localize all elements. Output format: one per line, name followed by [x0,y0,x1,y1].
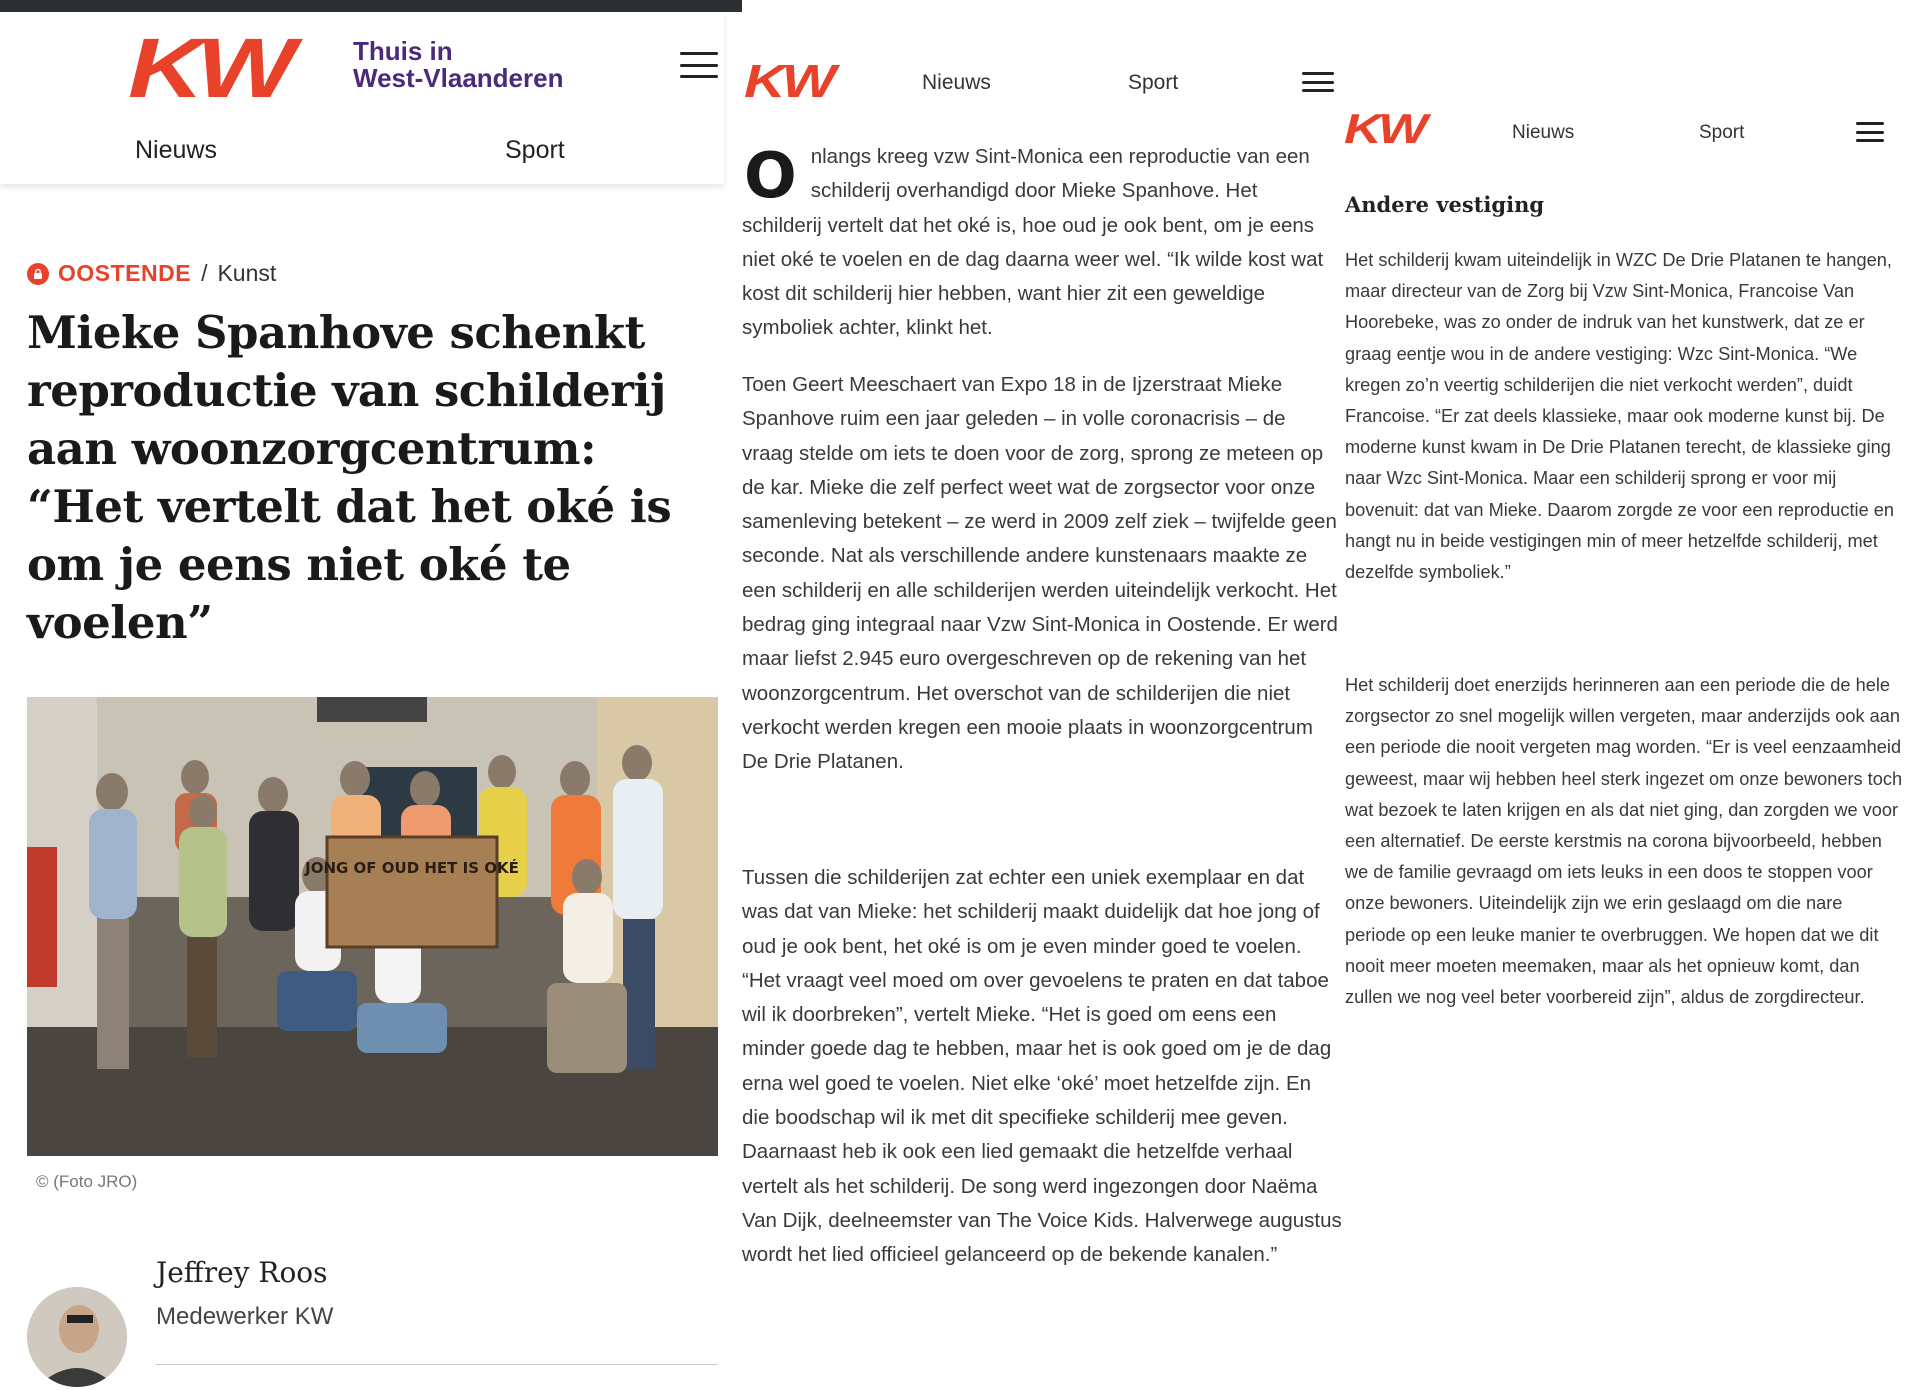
article-paragraph: Tussen die schilderijen zat echter een uniek exemplaar en dat was dat van Mieke: het schilderij maakt duidelijk dat hoe jong of oud je ook bent, het oké is om je even minder goed te voelen. “Het vraagt veel moed om over gevoelens te praten en dat taboe wil ik doorbreken”, vertelt Mieke. “Het is goed om eens een minder goede dag te hebben, maar het is ook goed om je de dag erna wel goed te voelen. Niet elke ‘oké’ moet hetzelfde zijn. En die boodschap wil ik met dit specifieke schilderij mee geven. Daarnaast heb ik ook een lied gemaakt die hetzelfde verhaal vertelt als het schilderij. De song werd ingezongen door Naëma Van Dijk, deelneemster van The Voice Kids. Halverwege augustus wordt het lied officieel gelanceerd op de bekende kanalen.” [742,866,1342,1267]
nav-news-link[interactable]: Nieuws [135,136,217,164]
nav-sport-link[interactable]: Sport [1128,71,1179,94]
article-paragraph: Het schilderij kwam uiteindelijk in WZC De Drie Platanen te hangen, maar directeur van de Zorg bij Vzw Sint-Monica, Francoise Van Hoorebeke, was zo onder de indruk van het kunstwerk, dat ze er graag eentje wou in de andere vestiging: Wzc Sint-Monica. “We kregen zo’n veertig schilderijen die niet verkocht werden”, duidt Francoise. “Er zat deels klassieke, maar ook moderne kunst bij. De moderne kunst kwam in De Drie Platanen terecht, de klassieke ging naar Wzc Sint-Monica. Maar een schilderij sprong er voor mij bovenuit: dat van Mieke. Daarom zorgde ze voor een reproductie en hangt nu in beide vestigingen min of meer hetzelfde schilderij, met dezelfde symboliek.” [1345,250,1894,583]
breadcrumb-separator: / [201,260,208,286]
author-name[interactable]: Jeffrey Roos [156,1256,328,1289]
article-panel-2 [742,0,1342,1390]
nav-news-link[interactable]: Nieuws [922,71,991,94]
tagline-line-1: Thuis in [353,36,453,66]
lock-icon [27,263,49,285]
article-panel-3 [1342,0,1920,1390]
nav-news-link[interactable]: Nieuws [1512,122,1575,143]
kw-logo[interactable]: KW [744,55,833,107]
breadcrumb-category-link[interactable]: Kunst [217,260,277,286]
article-paragraph: Toen Geert Meeschaert van Expo 18 in de Ijzerstraat Mieke Spanhove ruim een jaar geleden – in volle coronacrisis – de vraag stelde om iets te doen voor de zorg, sprong ze meteen op de kar. Mieke die zelf perfect weet wat de zorgsector voor onze samenleving betekent – ze werd in 2009 zelf ziek – twijfelde geen seconde. Nat als verschillende andere kunstenaars maakte ze een schilderij en alle schilderijen werden uiteindelijk verkocht. Het bedrag ging integraal naar Vzw Sint-Monica in Oostende. Er werd maar liefst 2.945 euro overgeschreven op de rekening van het woonzorgcentrum. Het overschot van de schilderijen die niet verkocht werden kregen een mooie plaats in woonzorgcentrum De Drie Platanen. [742,373,1338,774]
article-paragraph: Het schilderij doet enerzijds herinneren aan een periode die de hele zorgsector zo snel mogelijk willen vergeten, maar anderzijds ook aan een periode die nooit vergeten mag worden. “Er is veel eenzaamheid geweest, maar wij hebben heel sterk ingezet om onze bewoners toch wat bezoek te laten krijgen en als dat niet ging, dan zorgden we voor een alternatief. De eerste kerstmis na corona bijvoorbeeld, hebben we de familie gevraagd om iets leuks in een doos te stoppen voor onze bewoners. Uiteindelijk zijn we erin geslaagd om die nare periode op een leuke manier te overbruggen. We hopen dat we dit nooit meer moeten meemaken, maar als het opnieuw komt, dan zullen we nog veel beter voorbereid zijn”, aldus de zorgdirecteur. [1345,675,1903,1008]
photo-sign-text: JONG OF OUD HET IS OKÉ [305,859,519,877]
article-panel-1 [0,0,742,1390]
section-subheading: Andere vestiging [1345,192,1545,217]
tagline-line-2: West-Vlaanderen [353,63,564,93]
site-tagline [353,38,563,92]
article-photo[interactable] [27,697,718,1156]
menu-icon[interactable] [1856,122,1884,142]
browser-top-bar [0,0,742,12]
drop-cap: O [744,139,797,212]
site-header [0,12,724,184]
photo-caption: © (Foto JRO) [36,1172,138,1191]
nav-sport-link[interactable]: Sport [1699,122,1745,143]
avatar[interactable] [27,1287,127,1387]
kw-logo[interactable]: KW [128,21,288,115]
author-role: Medewerker KW [156,1303,334,1330]
breadcrumb [27,260,276,287]
nav-sport-link[interactable]: Sport [505,136,565,164]
article-headline: Mieke Spanhove schenkt reproductie van schilderij aan woonzorgcentrum: “Het vertelt dat het oké is om je eens niet oké te voelen” [27,306,672,649]
kw-logo[interactable]: KW [1344,105,1424,152]
article-paragraph [742,140,1342,346]
divider [156,1364,718,1365]
menu-icon[interactable] [680,52,718,78]
paragraph-text: nlangs kreeg vzw Sint-Monica een reproductie van een schilderij overhandigd door Mieke Spanhove. Het schilderij vertelt dat het oké is, hoe oud je ook bent, om je eens niet oké te voelen en de dag daarna weer wel. “Ik wilde kost wat kost dit schilderij hier hebben, want hier zit een geweldige symboliek achter, klinkt het. [742,145,1324,340]
menu-icon[interactable] [1302,72,1334,92]
breadcrumb-city-link[interactable]: OOSTENDE [58,260,192,286]
